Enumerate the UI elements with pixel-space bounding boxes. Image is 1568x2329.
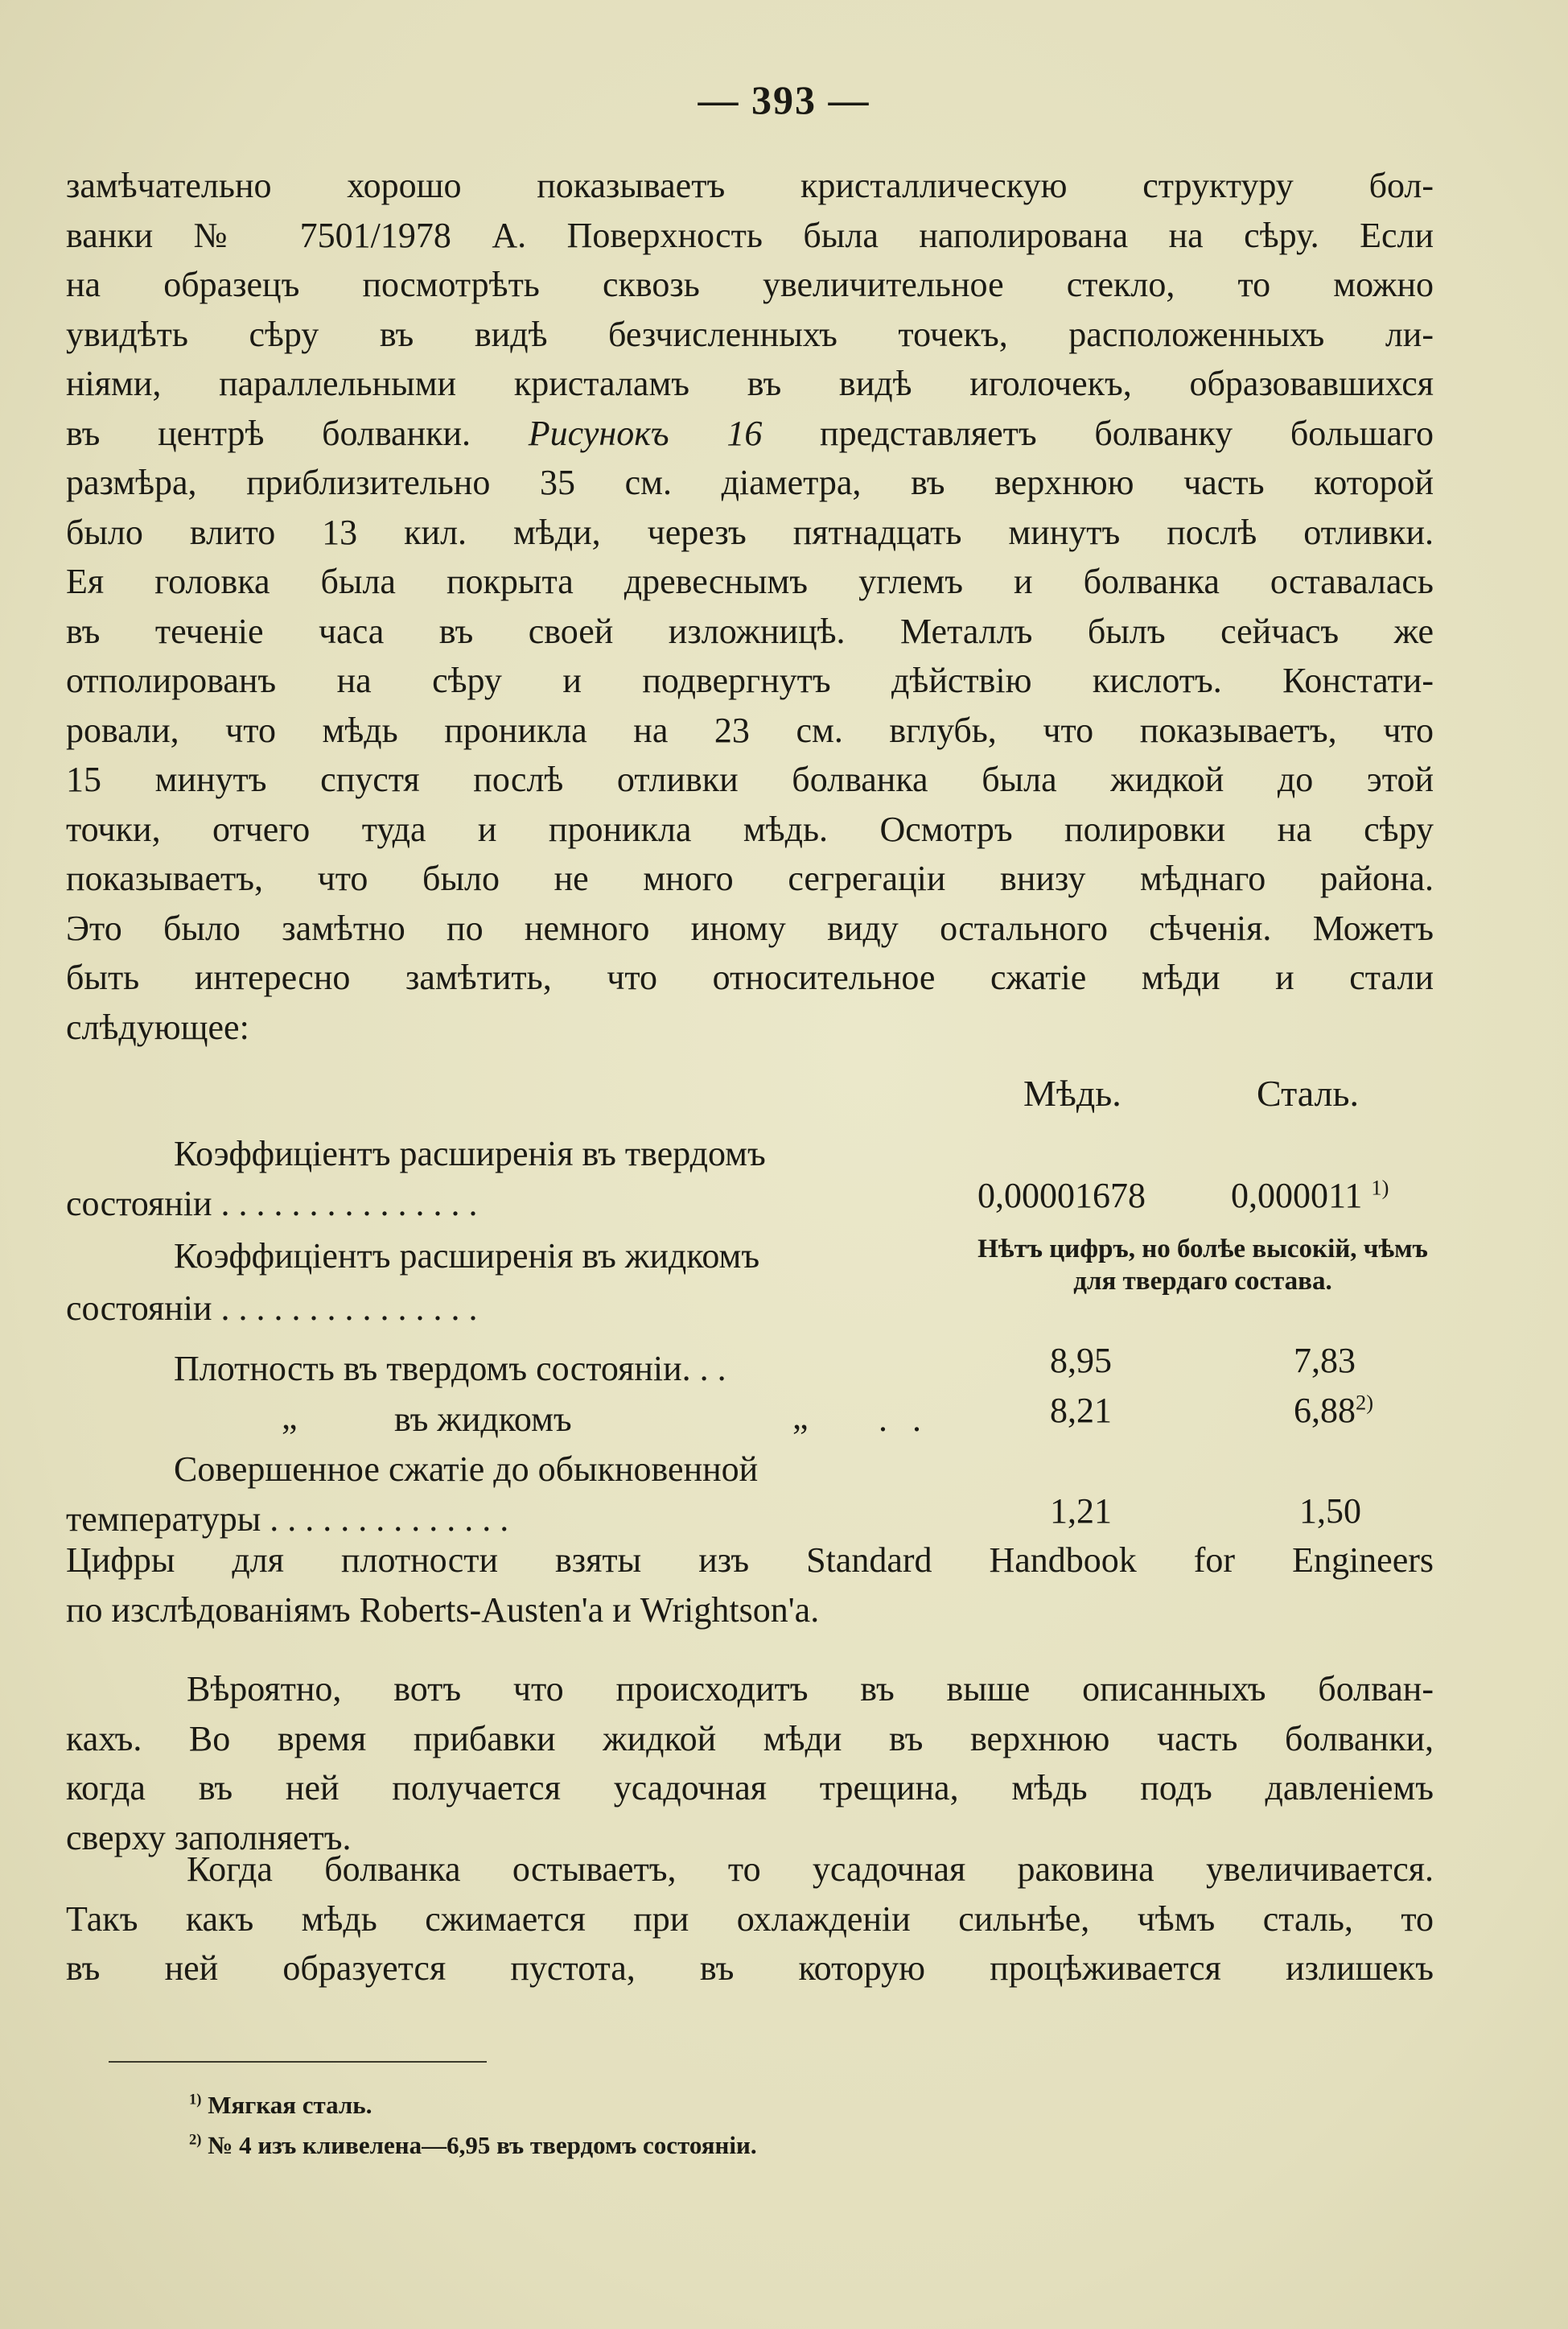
row-label [66, 1498, 508, 1540]
footnote-text: № 4 изъ кливелена—6,95 въ твердомъ состояніи. [208, 2131, 757, 2159]
paragraph-4 [66, 1845, 1434, 1993]
paragraph-2 [66, 1535, 1434, 1634]
steel-value [1231, 1175, 1389, 1216]
text-line [66, 409, 1434, 459]
text-line: было влито 13 кил. мѣди, черезъ пятнадцать минутъ послѣ отливки. [66, 512, 1434, 552]
footnote-2 [189, 2131, 757, 2160]
page-number: — 393 — [698, 77, 870, 122]
text-fragment: въ центрѣ болванки. [66, 413, 471, 453]
row-label: Коэффиціентъ расширенія въ твердомъ [174, 1134, 766, 1173]
steel-value: 1,50 [1299, 1491, 1361, 1531]
text-line: Цифры для плотности взяты изъ Standard Handbook for Engineers [66, 1540, 1434, 1580]
copper-value: 1,21 [1050, 1491, 1112, 1531]
column-header-steel: Сталь. [1257, 1073, 1359, 1114]
text-line: сверху заполняетъ. [66, 1817, 352, 1857]
footnote-mark: 1) [189, 2091, 202, 2108]
text-line: кахъ. Во время прибавки жидкой мѣди въ верхнюю часть болванки, [66, 1718, 1434, 1758]
figure-reference: Рисунокъ 16 [528, 413, 763, 453]
row-label [66, 1183, 478, 1224]
row-label: въ жидкомъ [394, 1399, 572, 1439]
leader-dots: . . . . . . . . . . . . . . [261, 1499, 509, 1539]
ditto-mark: „ [282, 1397, 298, 1437]
text-line: быть интересно замѣтить, что относительное сжатіе мѣди и стали [66, 958, 1434, 997]
text-line: въ теченіе часа въ своей изложницѣ. Металлъ былъ сейчасъ же [66, 611, 1434, 651]
leader-dots: . . [690, 1349, 726, 1388]
text-line: слѣдующее: [66, 1007, 249, 1047]
footnote-text: Мягкая сталь. [208, 2091, 372, 2119]
text-line: ровали, что мѣдь проникла на 23 см. вглубь, что показываетъ, что [66, 710, 1434, 750]
text-line: когда въ ней получается усадочная трещина, мѣдь подъ давленіемъ [66, 1768, 1434, 1808]
steel-value-text: 6,88 [1294, 1391, 1356, 1430]
text-line: Ея головка была покрыта древеснымъ углемъ и болванка оставалась [66, 562, 1434, 601]
copper-value: 8,21 [1050, 1391, 1112, 1430]
text-line: показываетъ, что было не много сегрегаціи внизу мѣднаго района. [66, 859, 1434, 898]
steel-value [1294, 1390, 1373, 1431]
text-line: Это было замѣтно по немного иному виду остального сѣченія. Можетъ [66, 908, 1434, 948]
steel-value: 7,83 [1294, 1341, 1356, 1380]
copper-value: 0,00001678 [977, 1176, 1146, 1215]
column-header-copper: Мѣдь. [1023, 1073, 1121, 1114]
footnote-ref: 2) [1356, 1390, 1373, 1415]
leader-dots: . . . . . . . . . . . . . . . [212, 1184, 478, 1223]
text-fragment: представляетъ болванку большаго [820, 413, 1434, 453]
footnote-ref: 1) [1371, 1175, 1389, 1200]
text-line: на образецъ посмотрѣть сквозь увеличительное стекло, то можно [66, 265, 1434, 304]
text-line: Когда болванка остываетъ, то усадочная раковина увеличивается. [187, 1849, 1434, 1889]
text-line: увидѣть сѣру въ видѣ безчисленныхъ точекъ, расположенныхъ ли- [66, 314, 1434, 354]
text-line: по изслѣдованіямъ Roberts-Austen'a и Wrightson'a. [66, 1589, 820, 1630]
footnote-1 [189, 2091, 372, 2120]
text-line: въ ней образуется пустота, въ которую процѣживается излишекъ [66, 1948, 1434, 1988]
row-label-text: состояніи [66, 1184, 212, 1223]
footnote-divider [109, 2061, 487, 2063]
value-note: Нѣтъ цифръ, но болѣе высокій, чѣмъ для твердаго состава. [977, 1235, 1428, 1296]
row-label: Коэффиціентъ расширенія въ жидкомъ [174, 1236, 760, 1276]
footnote-mark: 2) [189, 2131, 202, 2149]
text-line: ніями, параллельными кристаламъ въ видѣ иголочекъ, образовавшихся [66, 364, 1434, 403]
row-label: Совершенное сжатіе до обыкновенной [174, 1449, 759, 1489]
leader-dots: . . . . . . . . . . . . . . . [212, 1288, 478, 1328]
text-line: Такъ какъ мѣдь сжимается при охлажденіи сильнѣе, чѣмъ сталь, то [66, 1898, 1434, 1939]
ditto-mark: „ [792, 1397, 809, 1437]
paragraph-3 [66, 1664, 1434, 1862]
copper-value: 8,95 [1050, 1341, 1112, 1380]
text-line: точки, отчего туда и проникла мѣдь. Осмотръ полировки на сѣру [66, 809, 1434, 849]
steel-value-text: 0,000011 [1231, 1176, 1363, 1215]
row-label-text: Плотность въ твердомъ состояніи. [174, 1349, 691, 1388]
row-label [66, 1288, 478, 1329]
text-line: 15 минутъ спустя послѣ отливки болванка была жидкой до этой [66, 760, 1434, 799]
text-line: отполированъ на сѣру и подвергнутъ дѣйствію кислотъ. Констати- [66, 661, 1434, 700]
text-line: размѣра, приблизительно 35 см. діаметра, въ верхнюю часть которой [66, 463, 1434, 502]
leader-dots: . . [879, 1399, 929, 1439]
row-label [174, 1348, 726, 1389]
row-label-text: температуры [66, 1499, 261, 1539]
row-label-text: состояніи [66, 1288, 212, 1328]
text-line: ванки № 7501/1978 A. Поверхность была наполирована на сѣру. Если [66, 215, 1434, 255]
text-line: Вѣроятно, вотъ что происходитъ въ выше описанныхъ болван- [187, 1669, 1434, 1709]
paragraph-1 [66, 161, 1434, 1052]
text-line: замѣчательно хорошо показываетъ кристаллическую структуру бол- [66, 166, 1434, 205]
